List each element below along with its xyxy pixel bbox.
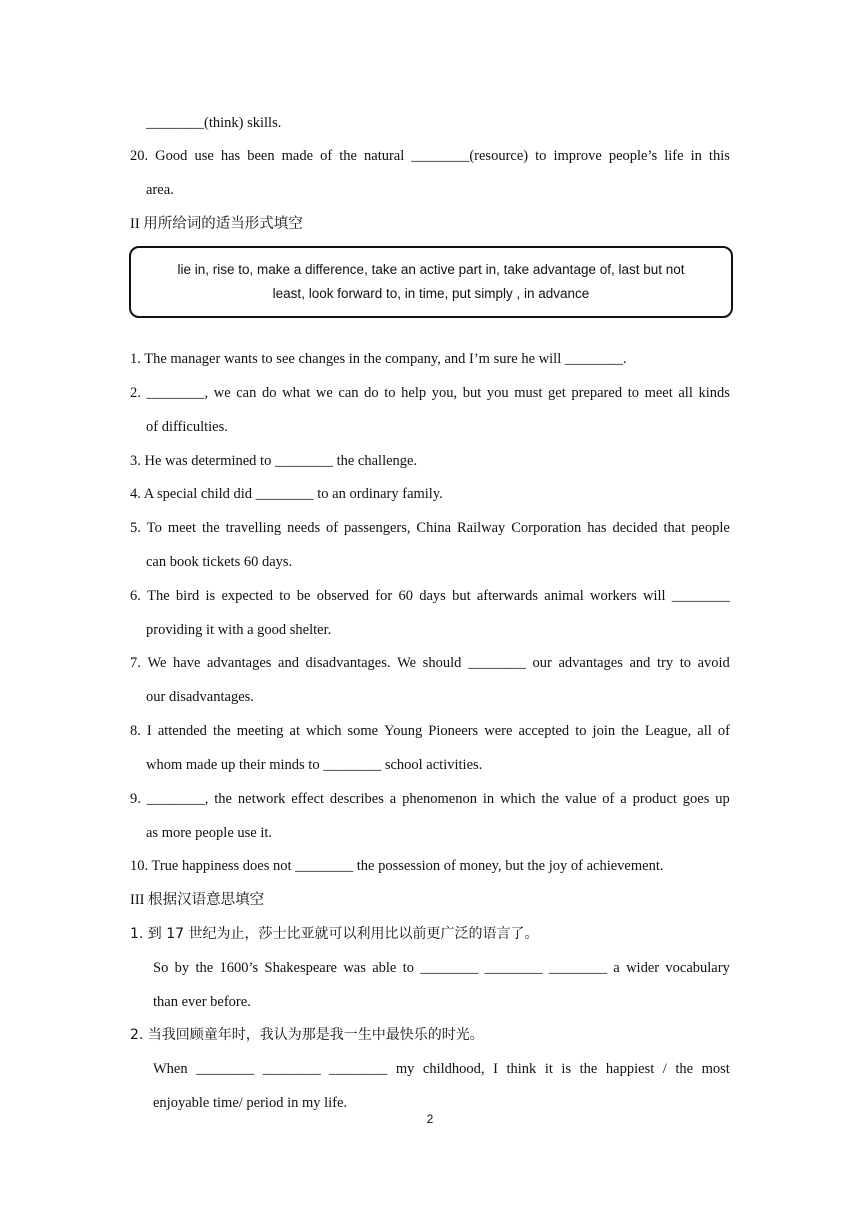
s3-q1-english-line2: than ever before. — [153, 994, 251, 1010]
s3-q2-chinese: 2. 当我回顾童年时，我认为那是我一生中最快乐的时光。 — [130, 1027, 484, 1043]
s3-q1-chinese: 1. 到 17 世纪为止，莎士比亚就可以利用比以前更广泛的语言了。 — [130, 926, 539, 942]
s3-q2-english-line1: When ________ ________ ________ my childhood, I think it is the happiest / the most — [153, 1061, 730, 1077]
s2-q6-line2: providing it with a good shelter. — [146, 622, 332, 638]
s3-q1-english-line1: So by the 1600’s Shakespeare was able to ________ ________ ________ a wider vocabulary — [153, 960, 730, 976]
q20-line2: area. — [146, 182, 174, 198]
s2-q5-line2: can book tickets 60 days. — [146, 554, 293, 570]
s2-q1: 1. The manager wants to see changes in the company, and I’m sure he will ________. — [130, 351, 627, 367]
s2-q8-line1: 8. I attended the meeting at which some Young Pioneers were accepted to join the League, all of — [130, 723, 730, 739]
section3-heading: III 根据汉语意思填空 — [130, 892, 265, 908]
s2-q7-line1: 7. We have advantages and disadvantages. We should ________ our advantages and try to avoid — [130, 655, 730, 671]
s2-q10: 10. True happiness does not ________ the possession of money, but the joy of achievement. — [130, 858, 664, 874]
q19-continuation: ________(think) skills. — [146, 115, 282, 131]
s2-q9-line2: as more people use it. — [146, 825, 273, 841]
q20-line1: 20. Good use has been made of the natural ________(resource) to improve people’s life in this — [130, 148, 730, 164]
s3-q2-english-line2: enjoyable time/ period in my life. — [153, 1095, 348, 1111]
word-bank-box — [129, 246, 733, 318]
s2-q9-line1: 9. ________, the network effect describes a phenomenon in which the value of a product goes up — [130, 791, 730, 807]
page-number: 2 — [426, 1112, 434, 1126]
s2-q5-line1: 5. To meet the travelling needs of passengers, China Railway Corporation has decided that people — [130, 520, 730, 536]
s2-q2-line2: of difficulties. — [146, 419, 228, 435]
word-bank-line2: least, look forward to, in time, put simply , in advance — [272, 286, 590, 301]
s2-q6-line1: 6. The bird is expected to be observed for 60 days but afterwards animal workers will ________ — [130, 588, 730, 604]
s2-q3: 3. He was determined to ________ the challenge. — [130, 453, 418, 469]
s2-q8-line2: whom made up their minds to ________ school activities. — [146, 757, 483, 773]
s2-q2-line1: 2. ________, we can do what we can do to help you, but you must get prepared to meet all kinds — [130, 385, 730, 401]
word-bank-line1: lie in, rise to, make a difference, take an active part in, take advantage of, last but not — [177, 262, 685, 277]
s2-q4: 4. A special child did ________ to an ordinary family. — [130, 486, 443, 502]
s2-q7-line2: our disadvantages. — [146, 689, 254, 705]
section2-heading: II 用所给词的适当形式填空 — [130, 216, 303, 232]
